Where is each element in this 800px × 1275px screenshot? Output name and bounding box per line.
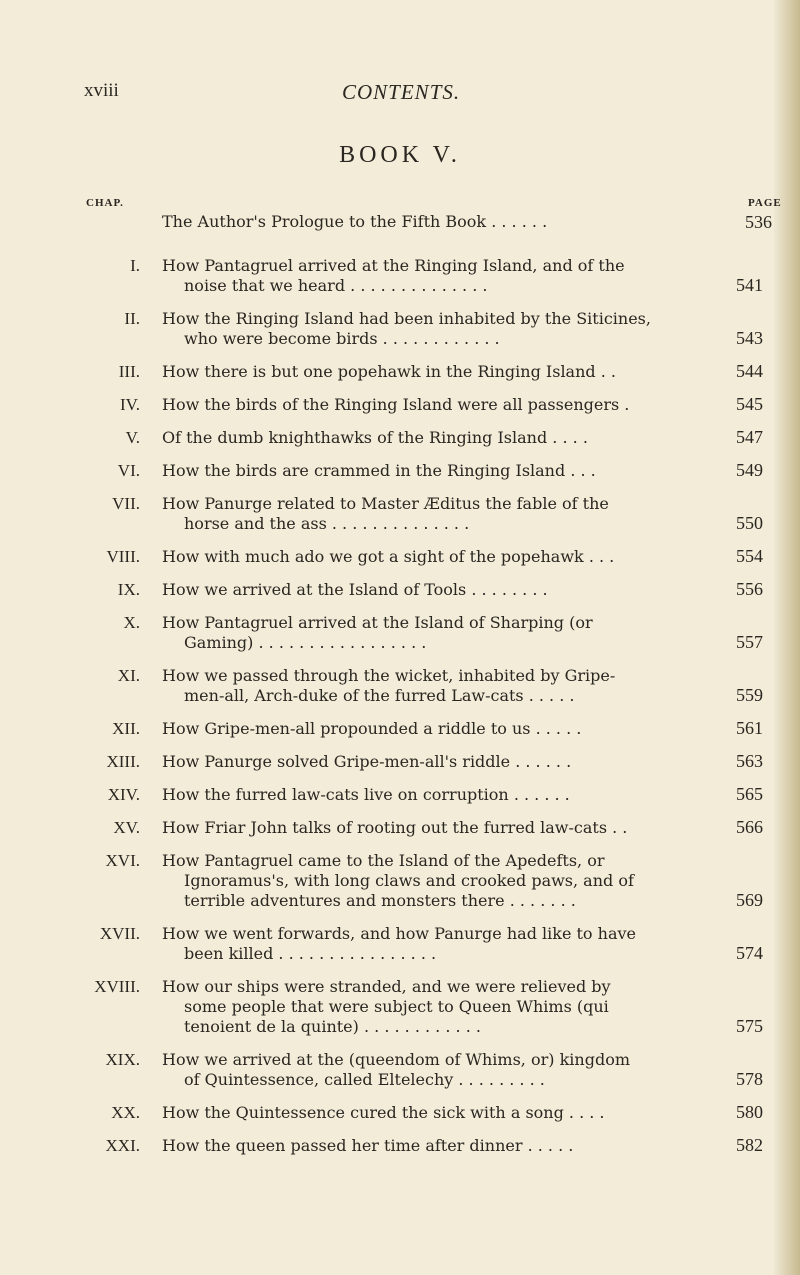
chapter-number: XV. [113,818,140,837]
chapter-page-number: 557 [736,632,763,652]
chapter-entry [0,977,800,1037]
chapter-title-line: How we passed through the wicket, inhabited by Gripe- [162,666,616,685]
chapter-entry [0,309,800,349]
chapter-page-number: 549 [736,460,763,480]
chapter-title-line: How the Quintessence cured the sick with a song . . . . [162,1103,605,1122]
chapter-title-line: How with much ado we got a sight of the popehawk . . . [162,547,615,566]
chapter-title-line: How Panurge solved Gripe-men-all's riddle . . . . . . [162,752,572,771]
chapter-page-number: 541 [736,275,763,295]
chapter-title-line: How Friar John talks of rooting out the furred law-cats . . [162,818,628,837]
chapter-title-line: How Panurge related to Master Æditus the fable of the [162,494,609,513]
chapter-entry [0,580,800,600]
chapter-title-line: How Pantagruel came to the Island of the Apedefts, or [162,851,605,870]
chapter-number: XIII. [106,752,140,771]
chapter-title-line: How Gripe-men-all propounded a riddle to us . . . . . [162,719,582,738]
chapter-entry [0,666,800,706]
page-column-head: PAGE [748,197,782,209]
chapter-number: XX. [111,1103,140,1122]
chapter-number: VII. [112,494,140,513]
chapter-entry [0,924,800,964]
chapter-number: XXI. [105,1136,140,1155]
chapter-entry [0,1103,800,1123]
chapter-title-line: of Quintessence, called Eltelechy . . . . . . . . . [184,1070,545,1089]
chapter-title-line: been killed . . . . . . . . . . . . . . . . [184,944,437,963]
chapter-number: I. [130,256,140,275]
chapter-entry [0,1050,800,1090]
chapter-title-line: How we arrived at the (queendom of Whims, or) kingdom [162,1050,630,1069]
prologue-entry [162,212,772,231]
running-title: CONTENTS. [342,80,461,104]
chapter-title-line: Gaming) . . . . . . . . . . . . . . . . . [184,633,427,652]
chapter-entry [0,1136,800,1156]
chapter-title-line: noise that we heard . . . . . . . . . . . . . . [184,276,488,295]
chapter-number: XVIII. [94,977,140,996]
chapter-title-line: How we arrived at the Island of Tools . . . . . . . . [162,580,548,599]
chapter-page-number: 544 [736,361,763,381]
chapter-entry [0,395,800,415]
chapter-number: II. [124,309,140,328]
running-header [84,80,714,110]
chapter-page-number: 566 [736,817,763,837]
chapter-page-number: 578 [736,1069,763,1089]
chapter-number: III. [118,362,140,381]
chapter-page-number: 547 [736,427,763,447]
chapter-title-line: How Pantagruel arrived at the Island of Sharping (or [162,613,593,632]
chapter-title-line: horse and the ass . . . . . . . . . . . . . . [184,514,470,533]
chapter-title-line: How the birds of the Ringing Island were all passengers . [162,395,630,414]
chapter-page-number: 543 [736,328,763,348]
chapter-number: XVI. [105,851,140,870]
chapter-page-number: 561 [736,718,763,738]
chapter-number: IX. [117,580,140,599]
chapter-title-line: tenoient de la quinte) . . . . . . . . . . . . [184,1017,481,1036]
chapter-page-number: 569 [736,890,763,910]
chapter-page-number: 563 [736,751,763,771]
chapter-entry [0,719,800,739]
chapter-title-line: men-all, Arch-duke of the furred Law-cats . . . . . [184,686,575,705]
chapter-number: XVII. [99,924,140,943]
chapter-title-line: How the furred law-cats live on corruption . . . . . . [162,785,570,804]
chapter-number: X. [123,613,140,632]
chapter-title-line: How there is but one popehawk in the Ringing Island . . [162,362,616,381]
chapter-page-number: 582 [736,1135,763,1155]
chapter-title-line: How the queen passed her time after dinner . . . . . [162,1136,574,1155]
chapter-entry [0,547,800,567]
chapter-title-line: Ignoramus's, with long claws and crooked paws, and of [184,871,634,890]
chapter-number: XIX. [105,1050,140,1069]
chapter-page-number: 559 [736,685,763,705]
chapter-title-line: terrible adventures and monsters there . . . . . . . [184,891,576,910]
chap-column-head: CHAP. [86,197,124,209]
chapter-title-line: How the birds are crammed in the Ringing Island . . . [162,461,596,480]
chapter-number: XI. [117,666,140,685]
chapter-entry [0,256,800,296]
chapter-number: XII. [112,719,140,738]
chapter-title-line: How our ships were stranded, and we were relieved by [162,977,611,996]
book-title: BOOK V. [339,142,461,168]
chapter-page-number: 580 [736,1102,763,1122]
chapter-title-line: who were become birds . . . . . . . . . . . . [184,329,500,348]
chapter-page-number: 556 [736,579,763,599]
chapter-entry [0,613,800,653]
chapter-title-line: Of the dumb knighthawks of the Ringing Island . . . . [162,428,588,447]
chapter-entry [0,428,800,448]
chapter-page-number: 550 [736,513,763,533]
chapter-number: V. [125,428,140,447]
chapter-page-number: 575 [736,1016,763,1036]
chapter-title-line: How the Ringing Island had been inhabited by the Siticines, [162,309,651,328]
chapter-number: XIV. [107,785,140,804]
chapter-number: VIII. [106,547,140,566]
page-folio: xviii [84,80,119,101]
chapter-entry [0,818,800,838]
prologue-page: 536 [745,212,772,232]
chapter-title-line: How we went forwards, and how Panurge had like to have [162,924,636,943]
chapter-entry [0,785,800,805]
chapter-entry [0,494,800,534]
chapter-title-line: some people that were subject to Queen Whims (qui [184,997,609,1016]
chapter-number: VI. [117,461,140,480]
contents-list [0,256,800,1169]
chapter-entry [0,851,800,911]
chapter-title-line: How Pantagruel arrived at the Ringing Island, and of the [162,256,625,275]
chapter-entry [0,362,800,382]
chapter-page-number: 574 [736,943,763,963]
chapter-page-number: 565 [736,784,763,804]
chapter-entry [0,461,800,481]
prologue-title: The Author's Prologue to the Fifth Book . . . . . . [162,212,548,231]
chapter-entry [0,752,800,772]
chapter-page-number: 545 [736,394,763,414]
chapter-page-number: 554 [736,546,763,566]
chapter-number: IV. [120,395,140,414]
